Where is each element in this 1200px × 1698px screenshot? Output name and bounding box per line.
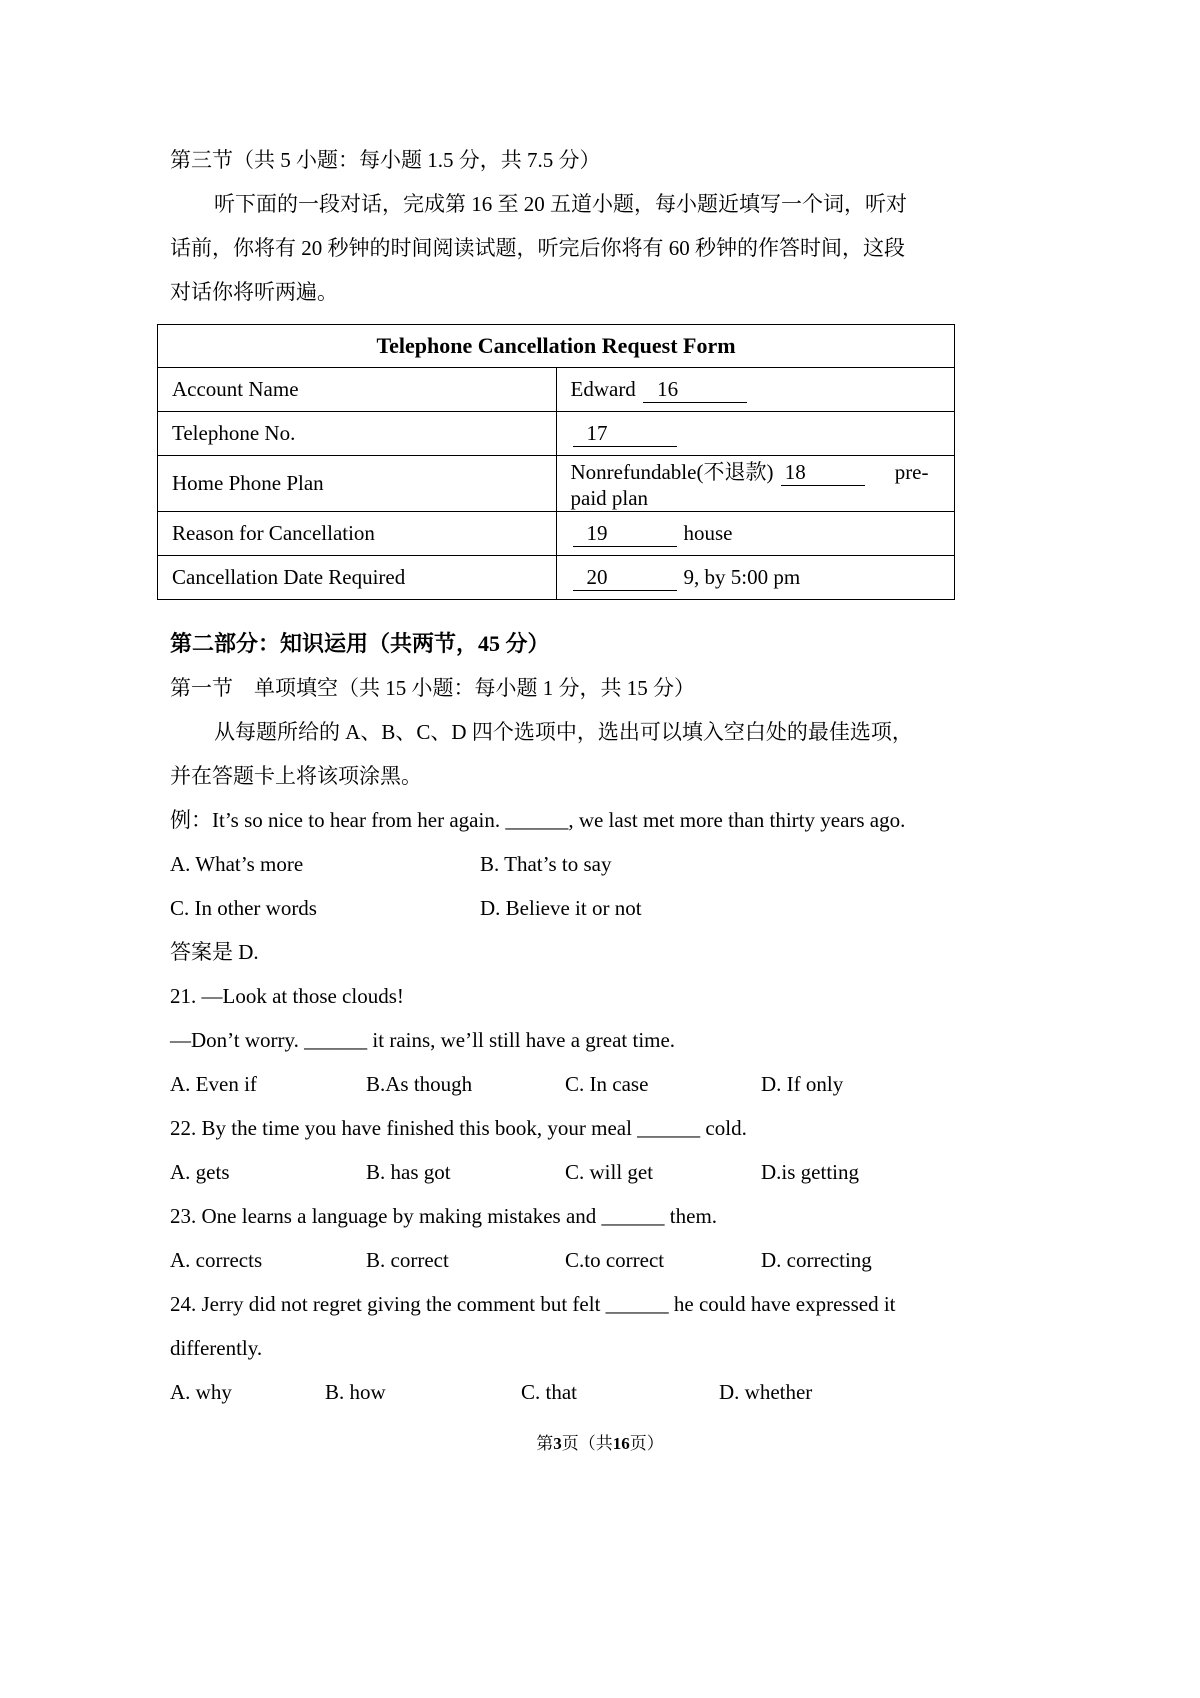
page-number: 3 <box>553 1434 562 1453</box>
option-d: D. If only <box>761 1072 844 1096</box>
blank-19 <box>573 521 677 547</box>
blank-20 <box>573 565 677 591</box>
blank-number: 19 <box>586 520 608 545</box>
question-22-line-1: 22. By the time you have finished this book, your meal ______ cold. <box>170 1116 747 1140</box>
listening-instructions-line: 话前，你将有 20 秒钟的时间阅读试题，听完后你将有 60 秒钟的作答时间，这段 <box>170 236 905 260</box>
blank-number: 20 <box>586 564 608 589</box>
example-option-a: A. What’s more <box>170 852 304 876</box>
listening-instructions-line: 对话你将听两遍。 <box>170 280 338 304</box>
form-row-value <box>556 412 955 456</box>
form-value-post: pre-paid plan <box>570 460 929 510</box>
section3-heading: 第三节（共 5 小题：每小题 1.5 分，共 7.5 分） <box>170 148 601 172</box>
option-b: B. correct <box>366 1248 449 1272</box>
part2-section1-heading: 第一节 单项填空（共 15 小题：每小题 1 分，共 15 分） <box>170 676 695 700</box>
option-c: C. will get <box>565 1160 654 1184</box>
form-row-value <box>556 456 955 512</box>
example-answer: 答案是 D. <box>170 940 259 964</box>
option-a: A. why <box>170 1380 232 1404</box>
form-row-label: Cancellation Date Required <box>158 556 557 600</box>
option-d: D.is getting <box>761 1160 859 1184</box>
total-pages: 16 <box>612 1434 630 1453</box>
option-a: A. corrects <box>170 1248 263 1272</box>
blank-number: 16 <box>657 376 679 401</box>
table-row <box>158 512 955 556</box>
cancellation-form-table <box>157 324 955 600</box>
option-b: B.As though <box>366 1072 473 1096</box>
example-options-row-1 <box>170 842 948 886</box>
listening-instructions-line: 听下面的一段对话，完成第 16 至 20 五道小题，每小题近填写一个词，听对 <box>214 192 907 216</box>
fill-instructions-line: 并在答题卡上将该项涂黑。 <box>170 764 422 788</box>
form-value-post: house <box>683 520 733 545</box>
question-23-options <box>170 1238 948 1282</box>
blank-18 <box>781 460 865 486</box>
table-row <box>158 456 955 512</box>
question-21-line-2: —Don’t worry. ______ it rains, we’ll still have a great time. <box>170 1028 676 1052</box>
question-24-line-1: 24. Jerry did not regret giving the comment but felt ______ he could have expressed it <box>170 1292 896 1316</box>
form-value-pre: Nonrefundable(不退款) <box>570 460 774 484</box>
footer-middle: 页（共 <box>561 1434 613 1453</box>
blank-17 <box>573 421 677 447</box>
question-24 <box>170 1282 948 1414</box>
example-option-c: C. In other words <box>170 896 317 920</box>
example-question: 例：It’s so nice to hear from her again. ______, we last met more than thirty years ago. <box>170 808 906 832</box>
part2-heading: 第二部分：知识运用（共两节，45 分） <box>170 631 550 656</box>
page-footer <box>0 1432 1200 1456</box>
form-row-value <box>556 512 955 556</box>
question-21-options <box>170 1062 948 1106</box>
question-24-line-2: differently. <box>170 1336 263 1360</box>
question-21 <box>170 974 948 1106</box>
table-title-row <box>158 325 955 368</box>
blank-number: 18 <box>784 460 806 484</box>
question-22-options <box>170 1150 948 1194</box>
fill-instructions-line: 从每题所给的 A、B、C、D 四个选项中，选出可以填入空白处的最佳选项， <box>214 720 913 744</box>
form-value-pre: Edward <box>570 376 636 401</box>
listening-instructions <box>170 182 948 314</box>
table-row <box>158 412 955 456</box>
option-b: B. has got <box>366 1160 451 1184</box>
form-row-label: Reason for Cancellation <box>158 512 557 556</box>
form-row-value <box>556 368 955 412</box>
footer-prefix: 第 <box>536 1434 554 1453</box>
question-24-options <box>170 1370 948 1414</box>
example-block <box>170 798 948 974</box>
form-title: Telephone Cancellation Request Form <box>158 325 955 368</box>
option-b: B. how <box>325 1380 386 1404</box>
example-options-row-2 <box>170 886 948 930</box>
question-21-line-1: 21. —Look at those clouds! <box>170 984 404 1008</box>
option-d: D. correcting <box>761 1248 872 1272</box>
footer-suffix: 页） <box>629 1434 664 1453</box>
table-row <box>158 556 955 600</box>
form-row-label: Account Name <box>158 368 557 412</box>
fill-instructions <box>170 710 948 798</box>
question-23 <box>170 1194 948 1282</box>
example-option-d: D. Believe it or not <box>480 896 642 920</box>
example-option-b: B. That’s to say <box>480 852 612 876</box>
form-row-label: Telephone No. <box>158 412 557 456</box>
table-row <box>158 368 955 412</box>
blank-number: 17 <box>586 420 608 445</box>
option-c: C. that <box>521 1380 577 1404</box>
form-row-label: Home Phone Plan <box>158 456 557 512</box>
option-a: A. Even if <box>170 1072 257 1096</box>
option-a: A. gets <box>170 1160 230 1184</box>
form-value-post: 9, by 5:00 pm <box>683 564 801 589</box>
option-c: C. In case <box>565 1072 649 1096</box>
blank-16 <box>643 377 747 403</box>
form-row-value <box>556 556 955 600</box>
option-c: C.to correct <box>565 1248 665 1272</box>
question-22 <box>170 1106 948 1194</box>
question-23-line-1: 23. One learns a language by making mistakes and ______ them. <box>170 1204 718 1228</box>
option-d: D. whether <box>719 1380 813 1404</box>
